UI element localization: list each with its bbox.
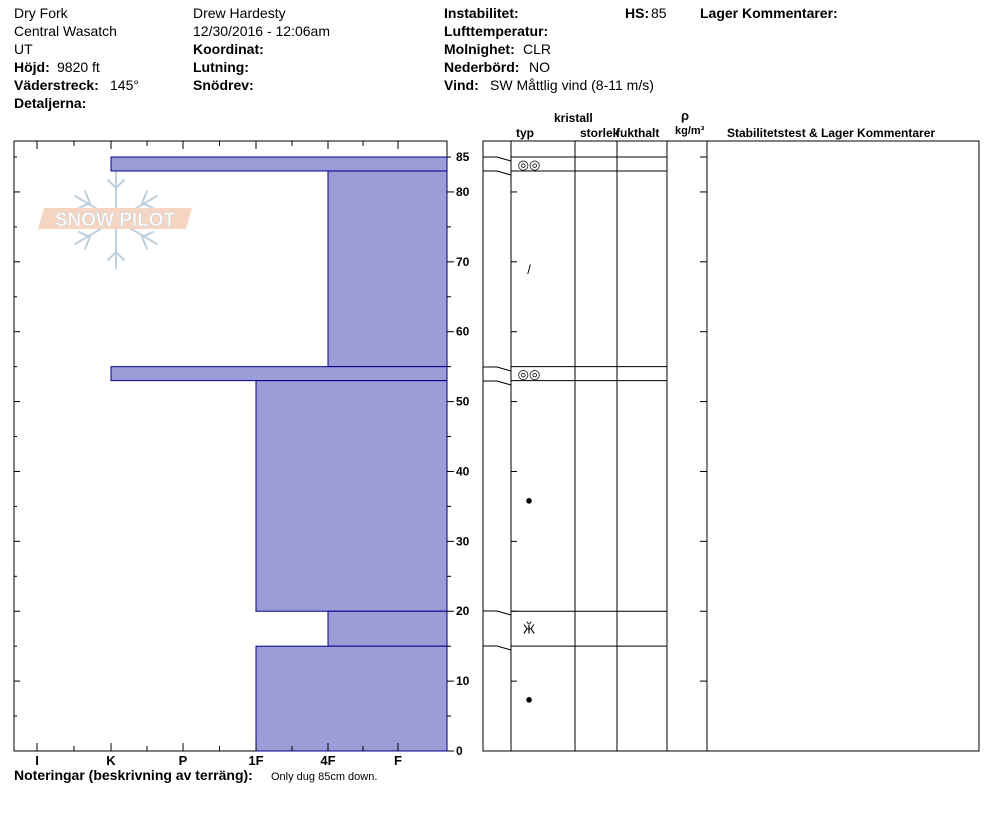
layer-comments-label: Lager Kommentarer: <box>700 5 838 21</box>
elevation-label: Höjd: <box>14 59 50 75</box>
height-tick-label: 70 <box>456 254 470 269</box>
hardness-layer-bar <box>328 611 447 646</box>
boundary-connector <box>483 611 511 615</box>
surface-hoar-symbol: ◎◎ <box>517 366 541 382</box>
wind-label: Vind: <box>444 77 479 93</box>
height-tick-label: 0 <box>456 744 463 758</box>
hs-value: 85 <box>651 5 667 21</box>
faceted-mixed-symbol: Ӂ <box>522 621 536 637</box>
hardness-tick-label: F <box>394 753 402 768</box>
aspect-label: Väderstreck: <box>14 77 99 93</box>
slope-label: Lutning: <box>193 59 249 75</box>
hardness-tick-label: 4F <box>320 753 336 768</box>
details-label: Detaljerna: <box>14 95 87 111</box>
precip-value: NO <box>529 59 550 75</box>
observer: Drew Hardesty <box>193 5 286 21</box>
col-moisture: fukthalt <box>616 126 660 140</box>
hardness-layer-bar <box>111 367 447 381</box>
elevation-value: 9820 ft <box>57 59 100 75</box>
col-type: typ <box>516 126 534 140</box>
hardness-layer-bar <box>328 171 447 367</box>
range: Central Wasatch <box>14 23 117 39</box>
col-stability: Stabilitetstest & Lager Kommentarer <box>727 126 936 140</box>
boundary-connector <box>483 646 511 650</box>
hardness-tick-label: K <box>106 753 116 768</box>
coordinate-label: Koordinat: <box>193 41 264 57</box>
precip-label: Nederbörd: <box>444 59 520 75</box>
notes-value: Only dug 85cm down. <box>271 771 378 783</box>
col-rho: ρ <box>681 108 690 123</box>
hardness-tick-label: I <box>35 753 39 768</box>
logo-text: SNOW PILOT <box>54 210 176 231</box>
wind-value: SW Måttlig vind (8-11 m/s) <box>490 77 654 93</box>
instability-label: Instabilitet: <box>444 5 519 21</box>
height-tick-label: 50 <box>456 394 470 409</box>
decomposing-fragments-symbol: / <box>527 261 531 277</box>
crystal-table <box>483 141 979 751</box>
hardness-layers <box>111 157 447 751</box>
surface-hoar-symbol: ◎◎ <box>517 156 541 172</box>
datetime: 12/30/2016 - 12:06am <box>193 23 330 39</box>
height-tick-label: 85 <box>456 150 470 164</box>
snowpilot-logo <box>38 172 192 268</box>
height-tick-label: 10 <box>456 674 470 689</box>
melt-freeze-symbol: ● <box>525 691 533 707</box>
grain-type-symbols <box>518 157 541 707</box>
boundary-connector <box>483 157 511 161</box>
height-tick-label: 30 <box>456 534 470 549</box>
height-tick-label: 40 <box>456 464 470 479</box>
height-tick-label: 80 <box>456 184 470 199</box>
location: Dry Fork <box>14 5 68 21</box>
col-crystal: kristall <box>554 111 593 125</box>
hs-label: HS: <box>625 5 650 21</box>
boundary-connector <box>483 367 511 371</box>
hardness-layer-bar <box>111 157 447 171</box>
drift-label: Snödrev: <box>193 77 254 93</box>
notes-label: Noteringar (beskrivning av terräng): <box>14 767 253 783</box>
hardness-tick-label: 1F <box>248 753 264 768</box>
height-tick-label: 60 <box>456 324 470 339</box>
aspect-value: 145° <box>110 77 139 93</box>
boundary-connector <box>483 381 511 385</box>
height-tick-label: 20 <box>456 604 470 619</box>
col-size: storlek <box>580 126 620 140</box>
sky-value: CLR <box>523 41 552 57</box>
air-temp-label: Lufttemperatur: <box>444 23 549 39</box>
state: UT <box>14 41 33 57</box>
boundary-connector <box>483 171 511 175</box>
melt-freeze-symbol: ● <box>525 492 533 508</box>
hardness-tick-label: P <box>178 753 188 768</box>
hardness-layer-bar <box>256 381 447 612</box>
sky-label: Molnighet: <box>444 41 515 57</box>
col-density-unit: kg/m³ <box>675 125 705 137</box>
hardness-layer-bar <box>256 646 447 751</box>
